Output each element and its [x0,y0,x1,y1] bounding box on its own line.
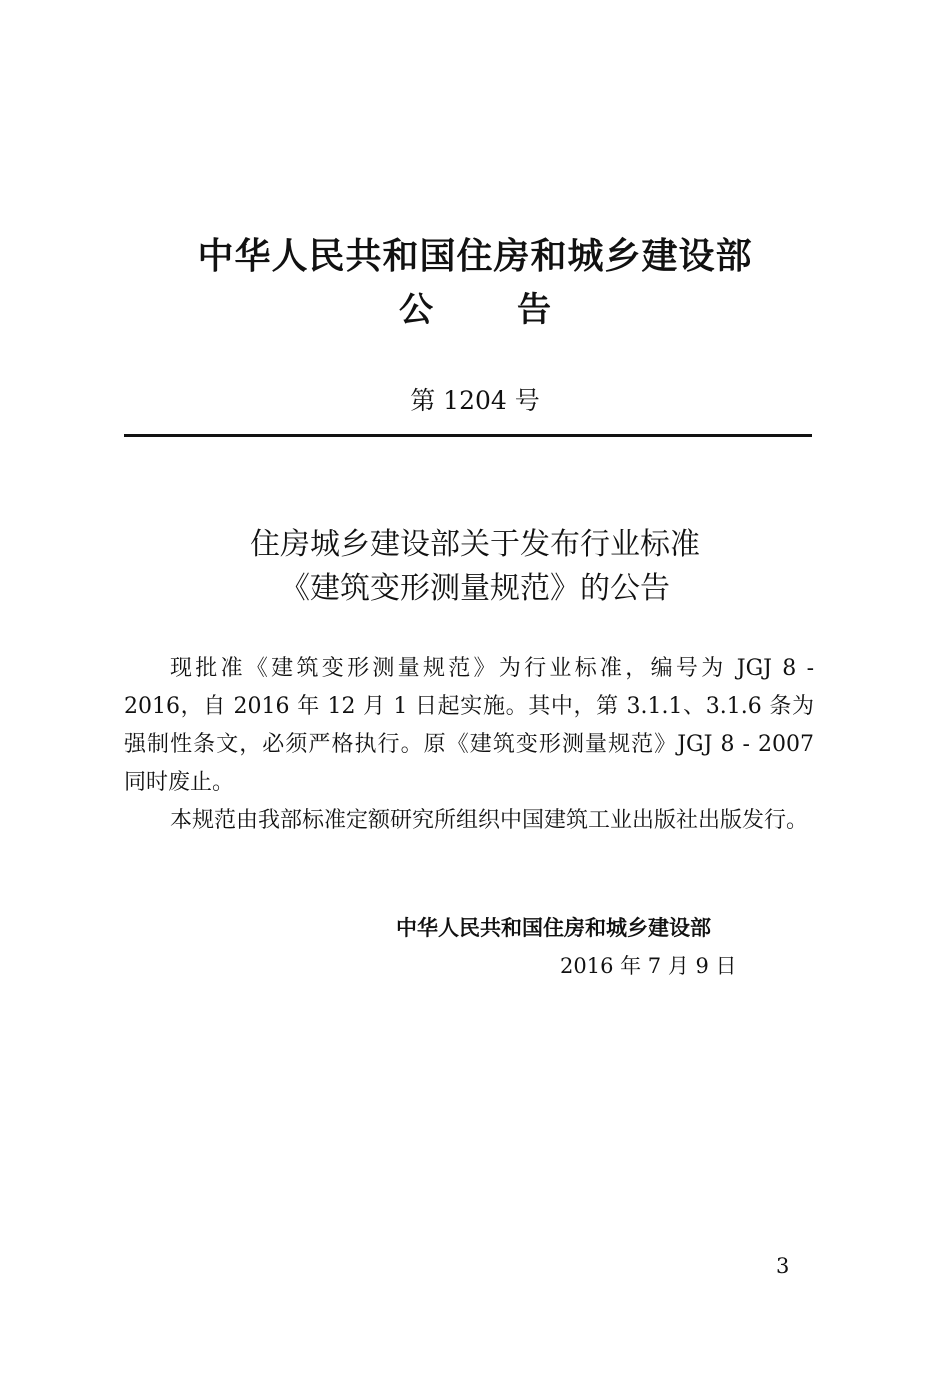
body-paragraph-2: 本规范由我部标准定额研究所组织中国建筑工业出版社出版发行。 [170,808,809,833]
notice-number: 第 1204 号 [410,386,540,415]
notice-body [124,650,814,840]
body-paragraph-1: 现批准《建筑变形测量规范》为行业标准，编号为 JGJ 8 - 2016，自 2016 年 12 月 1 日起实施。其中，第 3.1.1、3.1.6 条为强制性条文，必须严格执行。原《建筑变形测量规范》JGJ 8 - 2007 同时废止。 [124,656,814,795]
subject-line-2: 《建筑变形测量规范》的公告 [280,571,670,606]
subject-line-1: 住房城乡建设部关于发布行业标准 [250,527,700,562]
signer: 中华人民共和国住房和城乡建设部 [396,916,711,940]
notice-char-2: 告 [517,290,551,330]
page-number: 3 [776,1254,790,1278]
issue-date: 2016 年 7 月 9 日 [560,954,737,978]
notice-heading [0,282,950,331]
ministry-title: 中华人民共和国住房和城乡建设部 [197,235,753,277]
notice-char-1: 公 [399,290,433,330]
divider-rule [124,434,812,437]
notice-subject [0,523,950,611]
